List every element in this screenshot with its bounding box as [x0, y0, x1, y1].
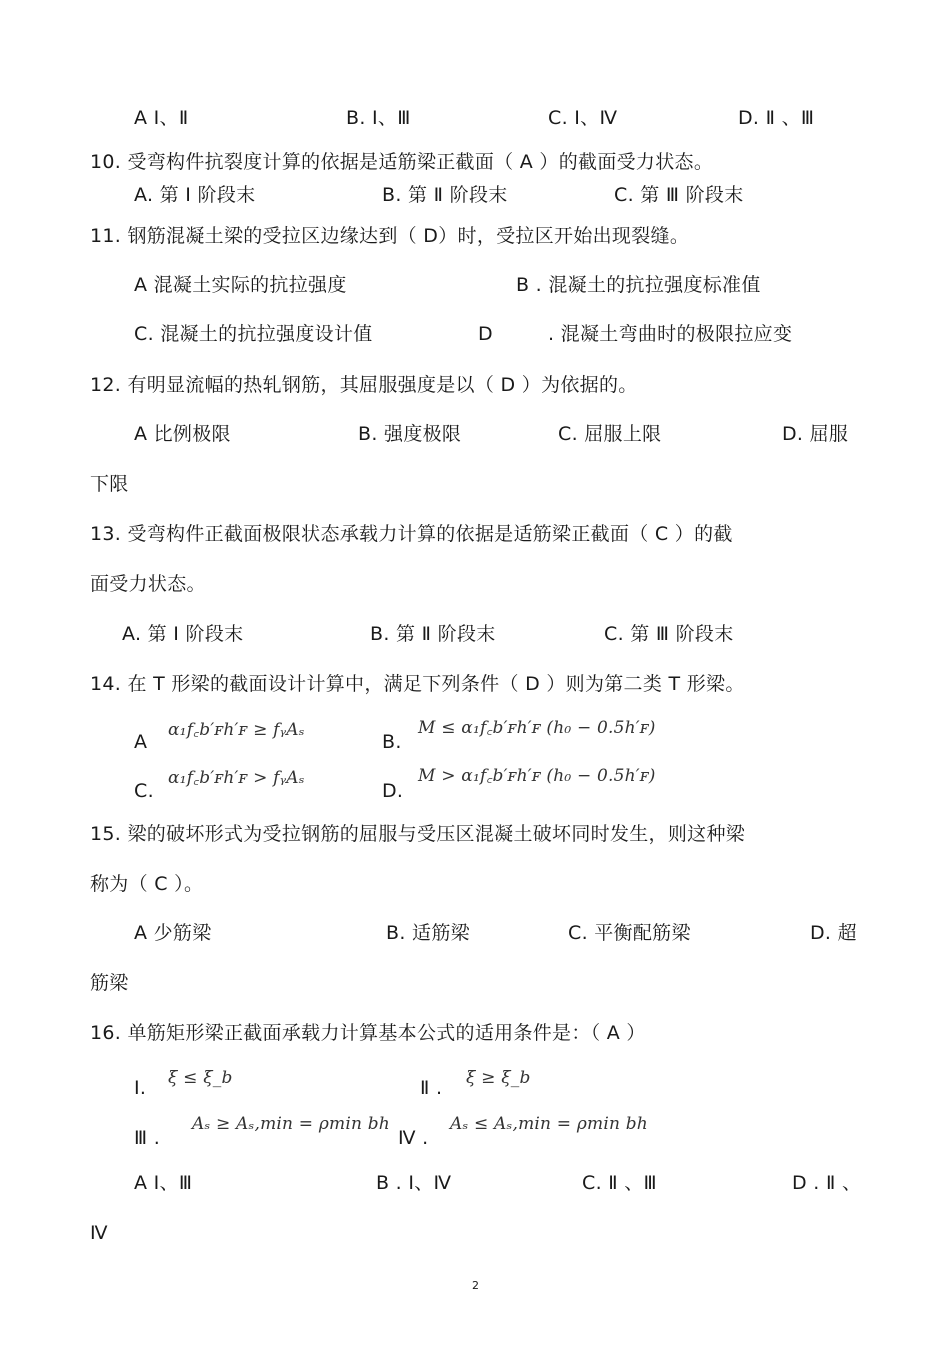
question-16-wrap: Ⅳ: [90, 1222, 108, 1244]
question-16-label-iii: Ⅲ .: [134, 1127, 161, 1149]
top-option-c: C. Ⅰ、Ⅳ: [548, 107, 618, 129]
question-12-stem: 12. 有明显流幅的热轧钢筋，其屈服强度是以（ D ）为依据的。: [90, 374, 638, 396]
question-12-option-a: A 比例极限: [134, 423, 231, 445]
question-16-formula-iii: Aₛ ≥ Aₛ,min = ρmin bh: [192, 1114, 390, 1134]
question-13-wrap: 面受力状态。: [90, 573, 206, 595]
question-16-stem: 16. 单筋矩形梁正截面承载力计算基本公式的适用条件是：（ A ）: [90, 1022, 646, 1044]
question-15-option-d: D. 超: [810, 922, 857, 944]
question-16-label-ii: Ⅱ .: [420, 1077, 443, 1099]
question-13-option-a: A. 第 Ⅰ 阶段末: [122, 623, 244, 645]
question-10-option-b: B. 第 Ⅱ 阶段末: [382, 184, 508, 206]
question-16-option-a: A Ⅰ、Ⅲ: [134, 1172, 193, 1194]
question-15-stem: 15. 梁的破坏形式为受拉钢筋的屈服与受压区混凝土破坏同时发生，则这种梁: [90, 823, 746, 845]
top-option-a: A Ⅰ、Ⅱ: [134, 107, 189, 129]
question-15-option-b: B. 适筋梁: [386, 922, 470, 944]
question-15-option-c: C. 平衡配筋梁: [568, 922, 691, 944]
question-12-option-c: C. 屈服上限: [558, 423, 662, 445]
question-16-label-i: Ⅰ.: [134, 1077, 147, 1099]
question-14-label-c: C.: [134, 780, 154, 802]
question-12-option-d: D. 屈服: [782, 423, 849, 445]
question-16-option-d: D . Ⅱ 、: [792, 1172, 862, 1194]
question-14-stem: 14. 在 T 形梁的截面设计计算中，满足下列条件（ D ）则为第二类 T 形梁。: [90, 673, 745, 695]
question-14-label-b: B.: [382, 731, 402, 753]
question-16-option-c: C. Ⅱ 、Ⅲ: [582, 1172, 657, 1194]
question-16-formula-ii: ξ ≥ ξ_b: [466, 1068, 531, 1088]
question-14-formula-d: M > α₁f꜀b′ꜰh′ꜰ (h₀ − 0.5h′ꜰ): [418, 766, 656, 786]
question-12-wrap: 下限: [90, 473, 129, 495]
question-11-stem: 11. 钢筋混凝土梁的受拉区边缘达到（ D）时，受拉区开始出现裂缝。: [90, 225, 690, 247]
question-16-formula-i: ξ ≤ ξ_b: [168, 1068, 233, 1088]
question-15-wrap: 称为（ C ）。: [90, 873, 204, 895]
question-11-option-a: A 混凝土实际的抗拉强度: [134, 274, 347, 296]
question-16-option-b: B . Ⅰ、Ⅳ: [376, 1172, 452, 1194]
question-12-option-b: B. 强度极限: [358, 423, 462, 445]
question-14-label-d: D.: [382, 780, 404, 802]
question-15-option-a: A 少筋梁: [134, 922, 212, 944]
question-10-stem: 10. 受弯构件抗裂度计算的依据是适筋梁正截面（ A ）的截面受力状态。: [90, 151, 714, 173]
question-11-option-d-letter: D: [478, 323, 493, 345]
question-11-option-c: C. 混凝土的抗拉强度设计值: [134, 323, 373, 345]
question-13-stem: 13. 受弯构件正截面极限状态承载力计算的依据是适筋梁正截面（ C ）的截: [90, 523, 733, 545]
top-option-b: B. Ⅰ、Ⅲ: [346, 107, 411, 129]
question-16-label-iv: Ⅳ .: [398, 1127, 429, 1149]
top-option-d: D. Ⅱ 、Ⅲ: [738, 107, 815, 129]
question-10-option-c: C. 第 Ⅲ 阶段末: [614, 184, 744, 206]
question-13-option-b: B. 第 Ⅱ 阶段末: [370, 623, 496, 645]
question-11-option-b: B . 混凝土的抗拉强度标准值: [516, 274, 761, 296]
question-15-wrap-2: 筋梁: [90, 972, 129, 994]
question-14-label-a: A: [134, 731, 148, 753]
question-16-formula-iv: Aₛ ≤ Aₛ,min = ρmin bh: [450, 1114, 648, 1134]
question-11-option-d: . 混凝土弯曲时的极限拉应变: [548, 323, 793, 345]
question-10-option-a: A. 第 Ⅰ 阶段末: [134, 184, 256, 206]
page-number: 2: [472, 1279, 479, 1292]
question-13-option-c: C. 第 Ⅲ 阶段末: [604, 623, 734, 645]
question-14-formula-b: M ≤ α₁f꜀b′ꜰh′ꜰ (h₀ − 0.5h′ꜰ): [418, 718, 656, 738]
question-14-formula-a: α₁f꜀b′ꜰh′ꜰ ≥ fᵧAₛ: [168, 720, 305, 740]
question-14-formula-c: α₁f꜀b′ꜰh′ꜰ > fᵧAₛ: [168, 768, 305, 788]
